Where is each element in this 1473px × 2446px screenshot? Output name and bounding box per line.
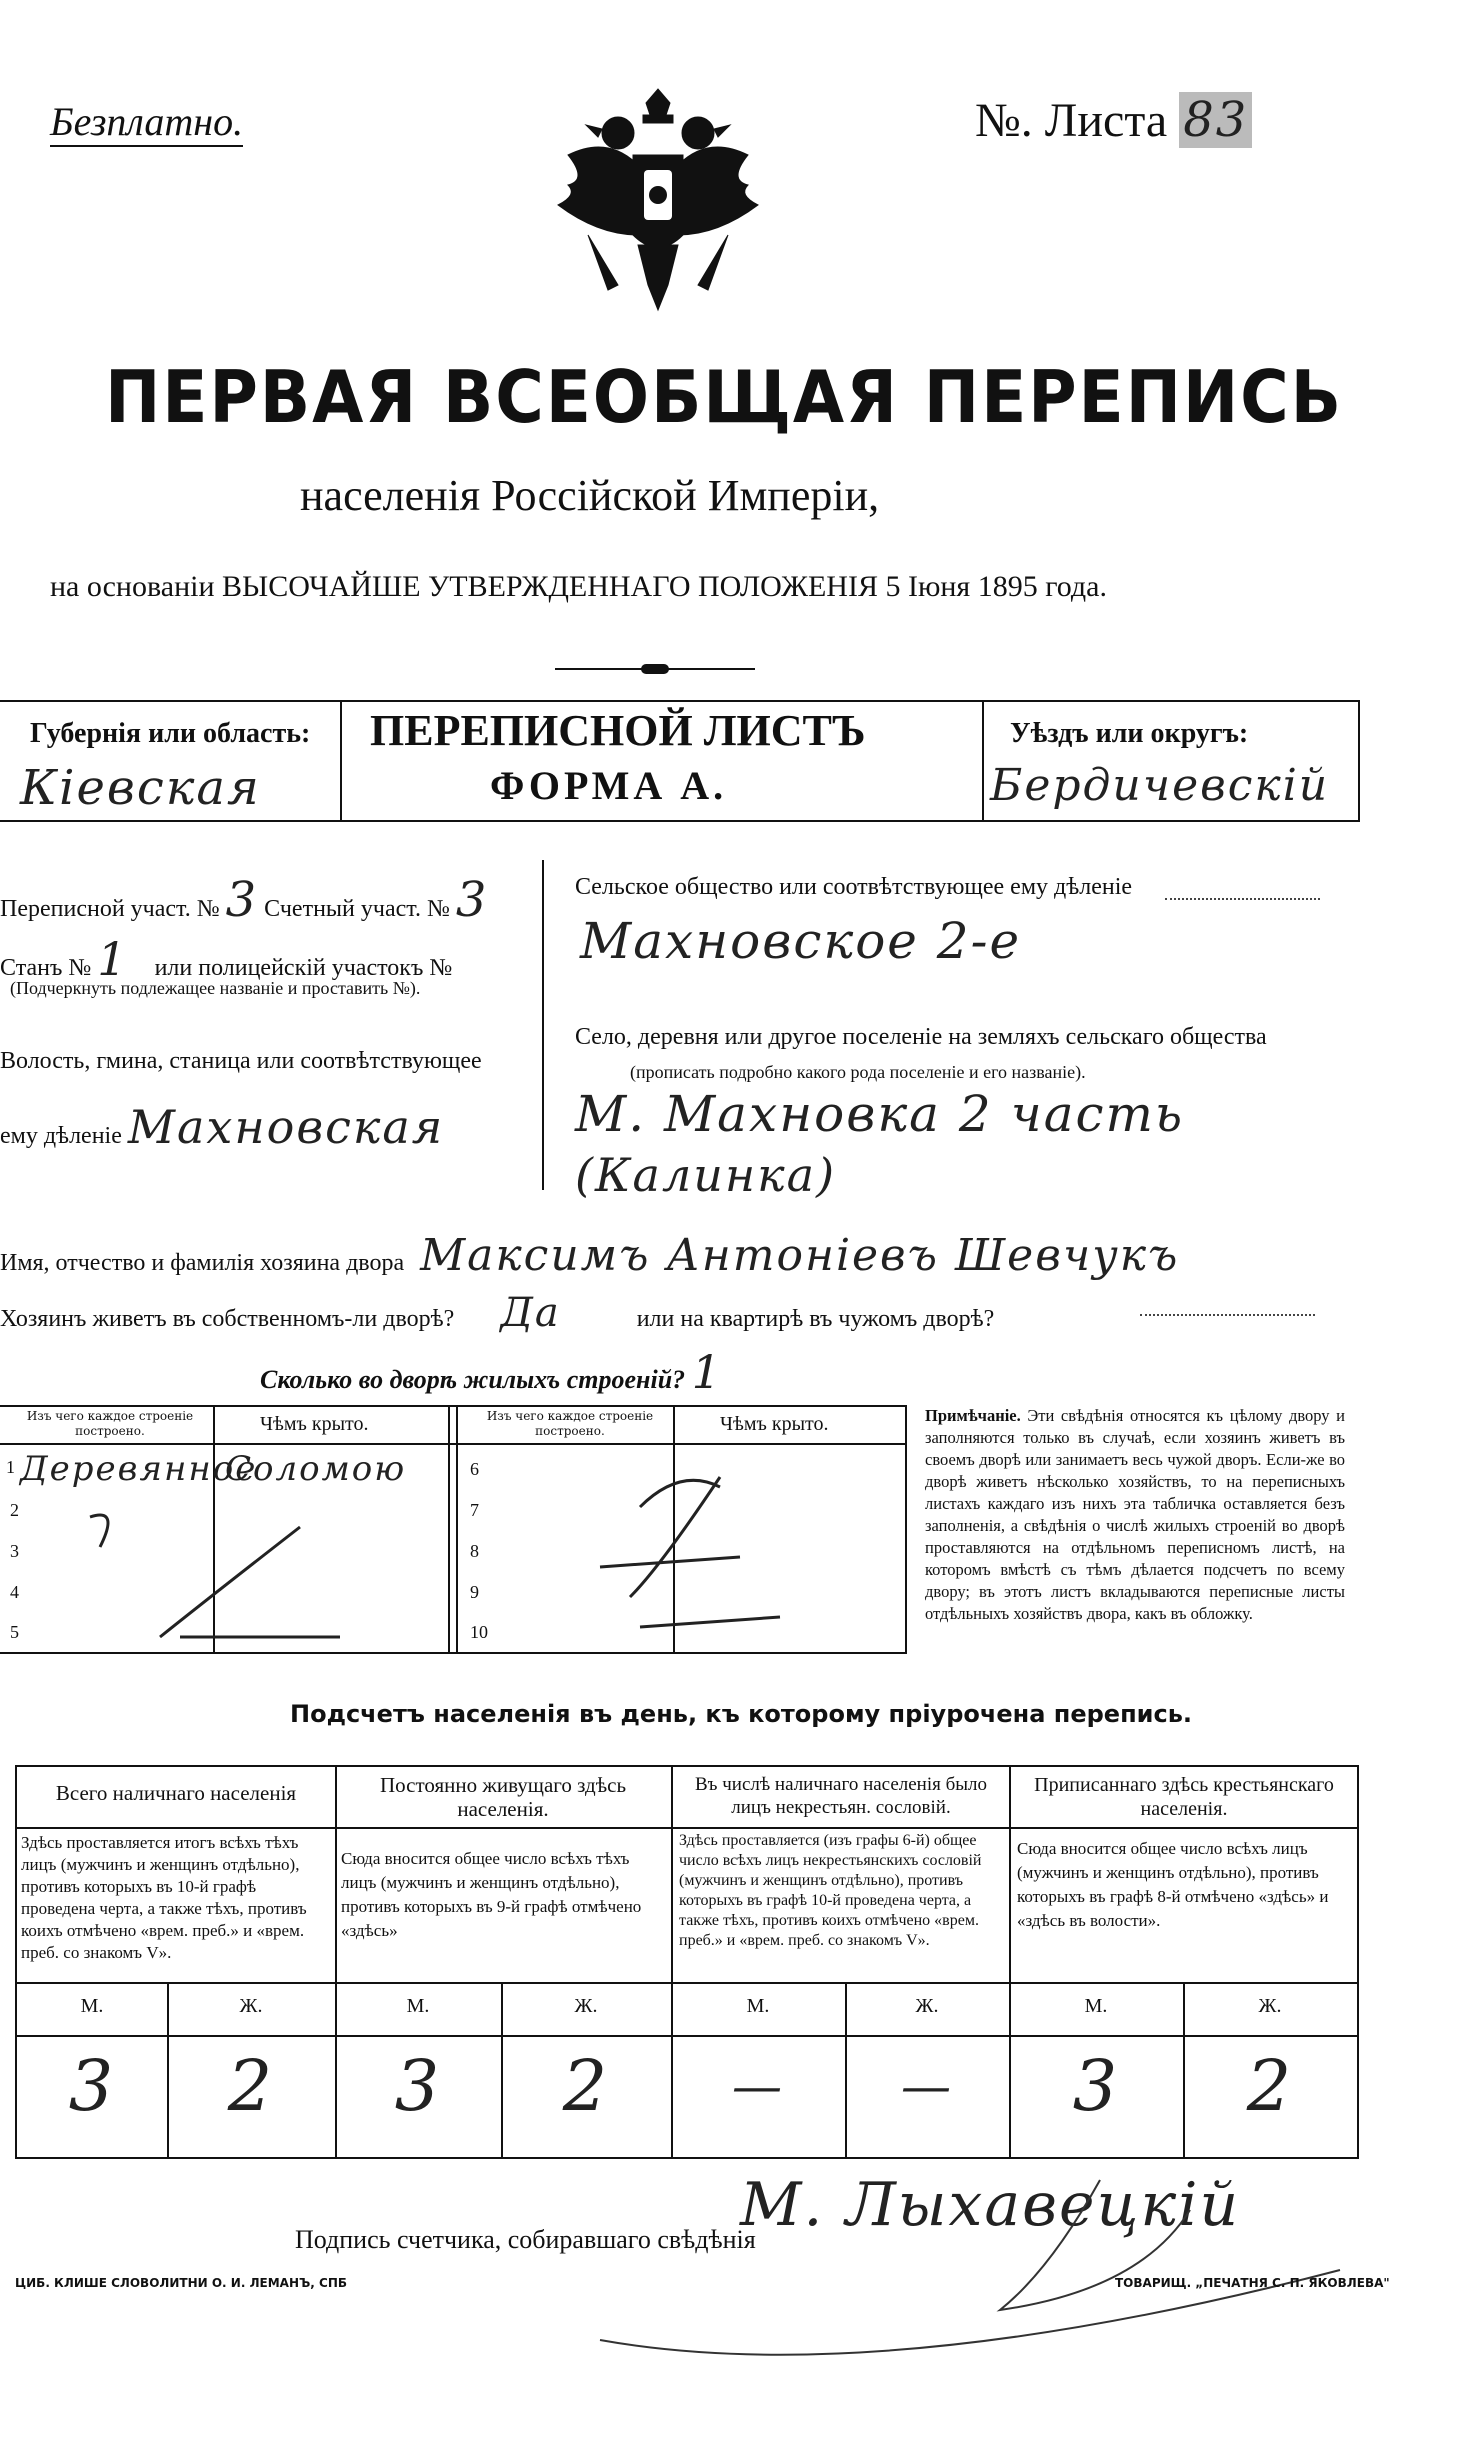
group3-zh-value: — <box>901 2057 953 2115</box>
buildings-table <box>0 1405 907 1654</box>
volost-label: Волость, гмина, станица или соотвѣтствующее <box>0 1048 482 1074</box>
group2-desc: Сюда вносится общее число всѣхъ тѣхъ лицъ (мужчинъ и женщинъ отдѣльно), противъ которыхъ въ 9-й графѣ отмѣчено «здѣсь» <box>341 1849 642 1940</box>
owner-lives-field: Хозяинъ живетъ въ собственномъ-ли дворѣ? Да или на квартирѣ въ чужомъ дворѣ? <box>0 1290 995 1336</box>
signature-value: М. Лыхавецкій <box>740 2170 1241 2240</box>
sheet-number-label <box>975 92 1252 148</box>
group4-zh-label: Ж. <box>1258 1995 1282 2017</box>
village-value: М. Махновка 2 часть <box>575 1085 1185 1143</box>
underline-note: (Подчеркнуть подлежащее названіе и проставить №). <box>10 978 421 998</box>
row-left-2-num: 2 <box>10 1500 19 1520</box>
society-label: Сельское общество или соотвѣтствующее ему дѣленіе <box>575 874 1133 900</box>
printer-right: ТОВАРИЩ. „ПЕЧАТНЯ С. П. ЯКОВЛЕВА" <box>1115 2276 1390 2290</box>
row-left-4-num: 4 <box>10 1582 19 1602</box>
group2-head: Постоянно живущаго здѣсь населенія. <box>379 1773 627 1821</box>
stan-field: Станъ № 1 или полицейскій участокъ № <box>0 932 453 986</box>
group4-m-value: 3 <box>1072 2045 1120 2127</box>
col-material-right: Изъ чего каждое строеніе построено. <box>486 1409 654 1438</box>
group3-zh-label: Ж. <box>915 1995 939 2017</box>
signature-label: Подпись счетчика, собиравшаго свѣдѣнія <box>295 2225 756 2254</box>
group1-m-value: 3 <box>68 2045 116 2127</box>
row-right-7-num: 7 <box>470 1500 479 1520</box>
group2-m-label: М. <box>406 1995 430 2017</box>
sheet-label: №. Листа <box>975 94 1168 147</box>
group3-head: Въ числѣ наличнаго населенія было лицъ некрестьян. сословій. <box>694 1774 988 1818</box>
count-table <box>15 1765 1359 2159</box>
col-material-left: Изъ чего каждое строеніе построено. <box>26 1409 194 1438</box>
row-right-6-num: 6 <box>470 1459 479 1479</box>
row-left-1: 1 Деревянное Соломою <box>6 1449 407 1489</box>
row-left-5-num: 5 <box>10 1622 19 1642</box>
empty-rows-strike-left <box>30 1487 430 1647</box>
buildings-count-field: Сколько во дворѣ жилыхъ строеній? 1 <box>260 1345 723 1399</box>
uezd-label: Уѣздъ или округъ: <box>1010 718 1249 749</box>
village-value-2: (Калинка) <box>575 1148 837 1202</box>
title-main: ПЕРВАЯ ВСЕОБЩАЯ ПЕРЕПИСЬ <box>105 355 1343 439</box>
group3-m-label: М. <box>746 1995 770 2017</box>
group2-zh-label: Ж. <box>574 1995 598 2017</box>
ornament-divider <box>555 664 755 674</box>
group2-zh-value: 2 <box>562 2045 610 2127</box>
signature-flourish <box>580 2150 1380 2390</box>
row-right-9-num: 9 <box>470 1582 479 1602</box>
owner-name-field: Имя, отчество и фамилія хозяина двора Максимъ Антоніевъ Шевчукъ <box>0 1230 1180 1281</box>
group1-desc: Здѣсь проставляется итогъ всѣхъ тѣхъ лицъ (мужчинъ и женщинъ отдѣльно), противъ которыхъ въ 10-й графѣ проведена черта, а также тѣхъ, противъ коихъ отмѣчено «врем. преб.» и «врем. преб. со знакомъ V». <box>21 1833 307 1962</box>
form-a-title: ФОРМА А. <box>490 763 728 808</box>
empty-rows-strike-right <box>490 1447 890 1647</box>
free-label: Безплатно. <box>50 98 243 147</box>
group4-head: Приписаннаго здѣсь крестьянскаго населенія. <box>1034 1774 1334 1820</box>
title-sub: населенія Россійской Имперіи, <box>300 471 880 520</box>
count-title: Подсчетъ населенія въ день, къ которому пріурочена перепись. <box>290 1700 1192 1728</box>
village-note: (прописать подробно какого рода поселеніе и его названіе). <box>630 1062 1086 1082</box>
uezd-value: Бердичевскій <box>990 760 1330 811</box>
census-sheet-title: ПЕРЕПИСНОЙ ЛИСТЪ <box>370 706 866 755</box>
census-district-field: Переписной участ. № 3 Счетный участ. № 3 <box>0 872 489 928</box>
group3-desc: Здѣсь проставляется (изъ графы 6-й) общее число всѣхъ лицъ некрестьянскихъ сословій (мужчинъ и женщинъ отдѣльно), противъ которыхъ въ графѣ 10-й проведена черта, а также тѣхъ, противъ коихъ отмѣчено «врем. преб.» и «врем. преб. со знакомъ V». <box>679 1832 982 1949</box>
society-value: Махновское 2-е <box>580 912 1022 970</box>
row-right-10-num: 10 <box>470 1622 488 1642</box>
row-left-3-num: 3 <box>10 1541 19 1561</box>
village-label: Село, деревня или другое поселеніе на земляхъ сельскаго общества <box>575 1024 1267 1050</box>
coat-of-arms-icon <box>548 85 768 315</box>
group3-m-value: — <box>732 2057 784 2115</box>
group4-zh-value: 2 <box>1246 2045 1294 2127</box>
col-roof-right: Чѣмъ крыто. <box>720 1413 829 1435</box>
group1-zh-label: Ж. <box>239 1995 263 2017</box>
title-basis: на основаніи ВЫСОЧАЙШЕ УТВЕРЖДЕННАГО ПОЛОЖЕНІЯ 5 Іюня 1895 года. <box>50 570 1107 603</box>
group1-m-label: М. <box>80 1995 104 2017</box>
buildings-note: Примѣчаніе. Эти свѣдѣнія относятся къ цѣлому двору и заполняются только въ случаѣ, если хозяинъ живетъ въ своемъ дворѣ или занимаетъ весь чужой дворъ. Если-же во дворѣ живетъ нѣсколько хозяйствъ, то на переписныхъ листахъ каждаго изъ нихъ эта табличка оставляется безъ заполненія, а свѣдѣнія о числѣ жилыхъ строеній во дворѣ проставляются на отдѣльномъ переписномъ листѣ, на которомъ вмѣстѣ съ тѣмъ дѣлается подсчетъ по всему двору; въ этотъ листъ вкладываются переписные листы отдѣльныхъ хозяйствъ двора, какъ въ обложку. <box>925 1406 1345 1623</box>
group1-head: Всего наличнаго населенія <box>55 1781 297 1805</box>
group1-zh-value: 2 <box>227 2045 275 2127</box>
group4-desc: Сюда вносится общее число всѣхъ лицъ (мужчинъ и женщинъ отдѣльно), противъ которыхъ въ графѣ 8-й отмѣчено «здѣсь» и «здѣсь въ волости». <box>1017 1839 1329 1930</box>
sheet-number: 83 <box>1179 92 1252 148</box>
col-roof-left: Чѣмъ крыто. <box>260 1413 369 1435</box>
printer-left: ЦИБ. КЛИШЕ СЛОВОЛИТНИ О. И. ЛЕМАНЪ, СПБ <box>15 2276 348 2290</box>
row-right-8-num: 8 <box>470 1541 479 1561</box>
gubernia-value: Кіевская <box>20 760 261 816</box>
group2-m-value: 3 <box>394 2045 442 2127</box>
group4-m-label: М. <box>1084 1995 1108 2017</box>
gubernia-label: Губернія или область: <box>30 718 311 749</box>
volost-field: ему дѣленіе Махновская <box>0 1100 445 1154</box>
